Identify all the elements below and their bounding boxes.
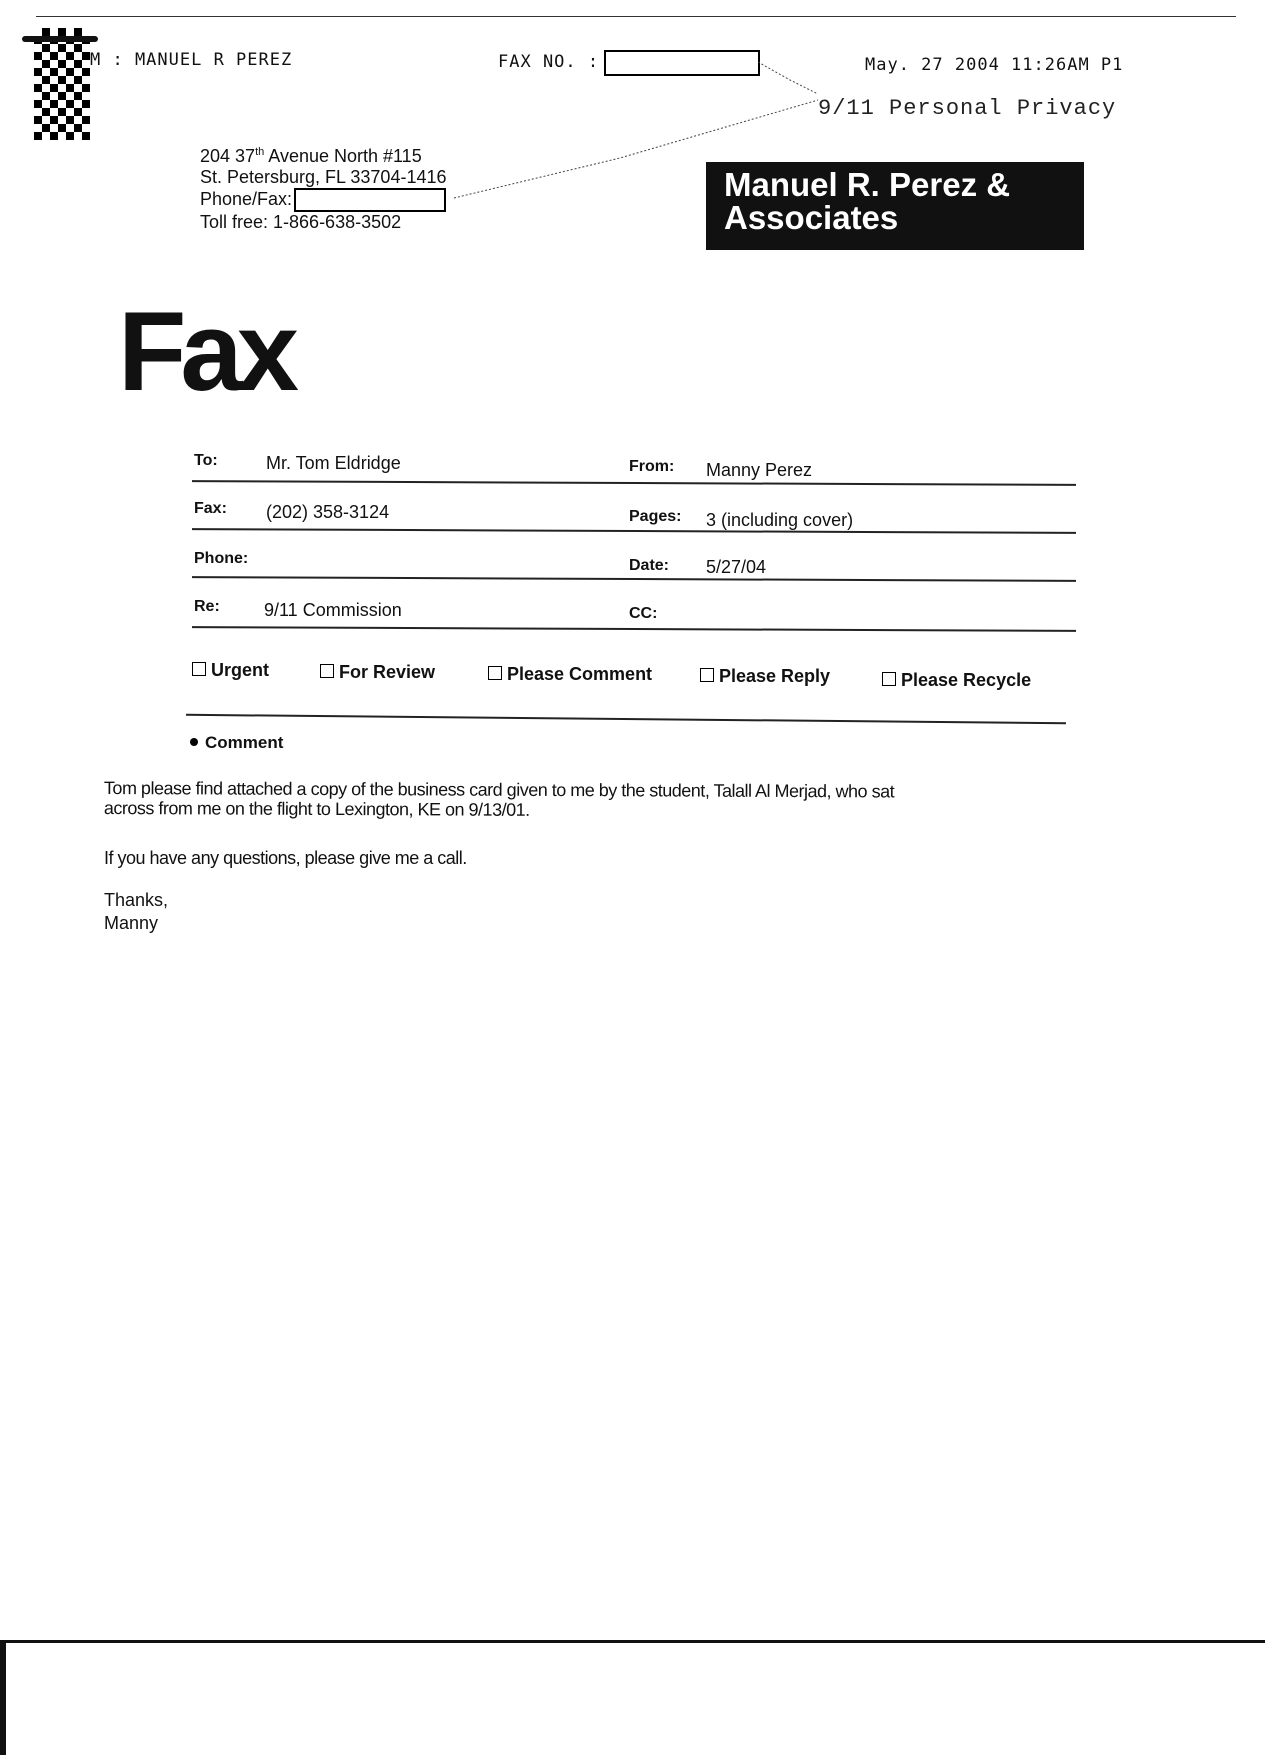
redaction-label: 9/11 Personal Privacy bbox=[818, 96, 1117, 121]
pages-label: Pages: bbox=[629, 508, 682, 525]
address-phone bbox=[200, 188, 447, 212]
please-recycle-label: Please Recycle bbox=[901, 670, 1032, 690]
field-rule bbox=[192, 480, 1076, 486]
for-review-label: For Review bbox=[339, 662, 436, 682]
checkbox-square-icon bbox=[700, 668, 714, 682]
checkbox-square-icon bbox=[320, 664, 334, 678]
field-rule bbox=[192, 528, 1076, 534]
address-street-number: 204 37 bbox=[200, 146, 256, 166]
address-street: Avenue North #115 bbox=[264, 146, 422, 166]
address-toll-free: Toll free: 1-866-638-3502 bbox=[200, 212, 402, 232]
comment-paragraph-1-line-2: across from me on the flight to Lexington, KE on 9/13/01. bbox=[103, 797, 530, 820]
firm-name-line-1: Manuel R. Perez & bbox=[724, 166, 1011, 203]
firm-name-line-2: Associates bbox=[724, 199, 899, 236]
phone-label: Phone: bbox=[194, 550, 249, 567]
urgent-label: Urgent bbox=[211, 660, 269, 680]
to-label: To: bbox=[194, 452, 218, 469]
to-value: Mr. Tom Eldridge bbox=[266, 453, 401, 473]
pages-value: 3 (including cover) bbox=[706, 510, 854, 530]
fax-strip-date-time: May. 27 2004 11:26AM P1 bbox=[865, 55, 1124, 75]
left-edge-rule bbox=[0, 1640, 6, 1755]
fax-strip-fax-label: FAX NO. : bbox=[498, 52, 600, 72]
urgent-checkbox[interactable] bbox=[192, 660, 269, 681]
address-line-2: St. Petersburg, FL 33704-1416 bbox=[200, 167, 447, 187]
redacted-phone-box bbox=[294, 188, 446, 212]
fax-strip-sender: M : MANUEL R PEREZ bbox=[90, 50, 293, 70]
please-reply-checkbox[interactable] bbox=[700, 666, 830, 687]
fax-value: (202) 358-3124 bbox=[266, 502, 390, 522]
bullet-icon bbox=[190, 738, 198, 746]
comment-heading bbox=[190, 733, 283, 753]
sender-address bbox=[200, 142, 447, 233]
checkbox-square-icon bbox=[488, 666, 502, 680]
re-value: 9/11 Commission bbox=[264, 600, 402, 620]
fax-label: Fax: bbox=[194, 500, 227, 517]
leader-line-fax bbox=[758, 62, 818, 94]
date-value: 5/27/04 bbox=[706, 557, 767, 577]
bottom-rule bbox=[0, 1640, 1265, 1643]
section-rule bbox=[186, 714, 1066, 724]
checkbox-square-icon bbox=[882, 672, 896, 686]
please-reply-label: Please Reply bbox=[719, 666, 831, 686]
field-rule bbox=[192, 576, 1076, 582]
address-ordinal: th bbox=[255, 146, 265, 158]
please-comment-checkbox[interactable] bbox=[488, 664, 652, 685]
please-recycle-checkbox[interactable] bbox=[882, 670, 1031, 691]
from-label: From: bbox=[629, 458, 675, 475]
for-review-checkbox[interactable] bbox=[320, 662, 435, 683]
firm-name bbox=[724, 168, 1010, 234]
field-rule bbox=[192, 626, 1076, 632]
date-label: Date: bbox=[629, 557, 670, 574]
comment-closing: Thanks, bbox=[104, 890, 169, 910]
comment-paragraph-1 bbox=[104, 778, 894, 821]
comment-paragraph-2: If you have any questions, please give me a call. bbox=[104, 848, 467, 868]
cc-label: CC: bbox=[629, 605, 658, 622]
comment-signature: Manny bbox=[104, 913, 159, 933]
comment-heading-text: Comment bbox=[205, 733, 284, 752]
firm-banner bbox=[706, 162, 1084, 250]
checkbox-square-icon bbox=[192, 662, 206, 676]
re-label: Re: bbox=[194, 598, 220, 615]
from-value: Manny Perez bbox=[706, 460, 813, 480]
fax-heading: Fax bbox=[118, 289, 293, 414]
phone-fax-label: Phone/Fax: bbox=[200, 188, 293, 209]
address-line-1 bbox=[200, 142, 447, 167]
comment-paragraph-1-line-1: Tom please find attached a copy of the business card given to me by the student, Talall Al Merjad, who sat bbox=[103, 778, 895, 802]
please-comment-label: Please Comment bbox=[507, 664, 653, 684]
